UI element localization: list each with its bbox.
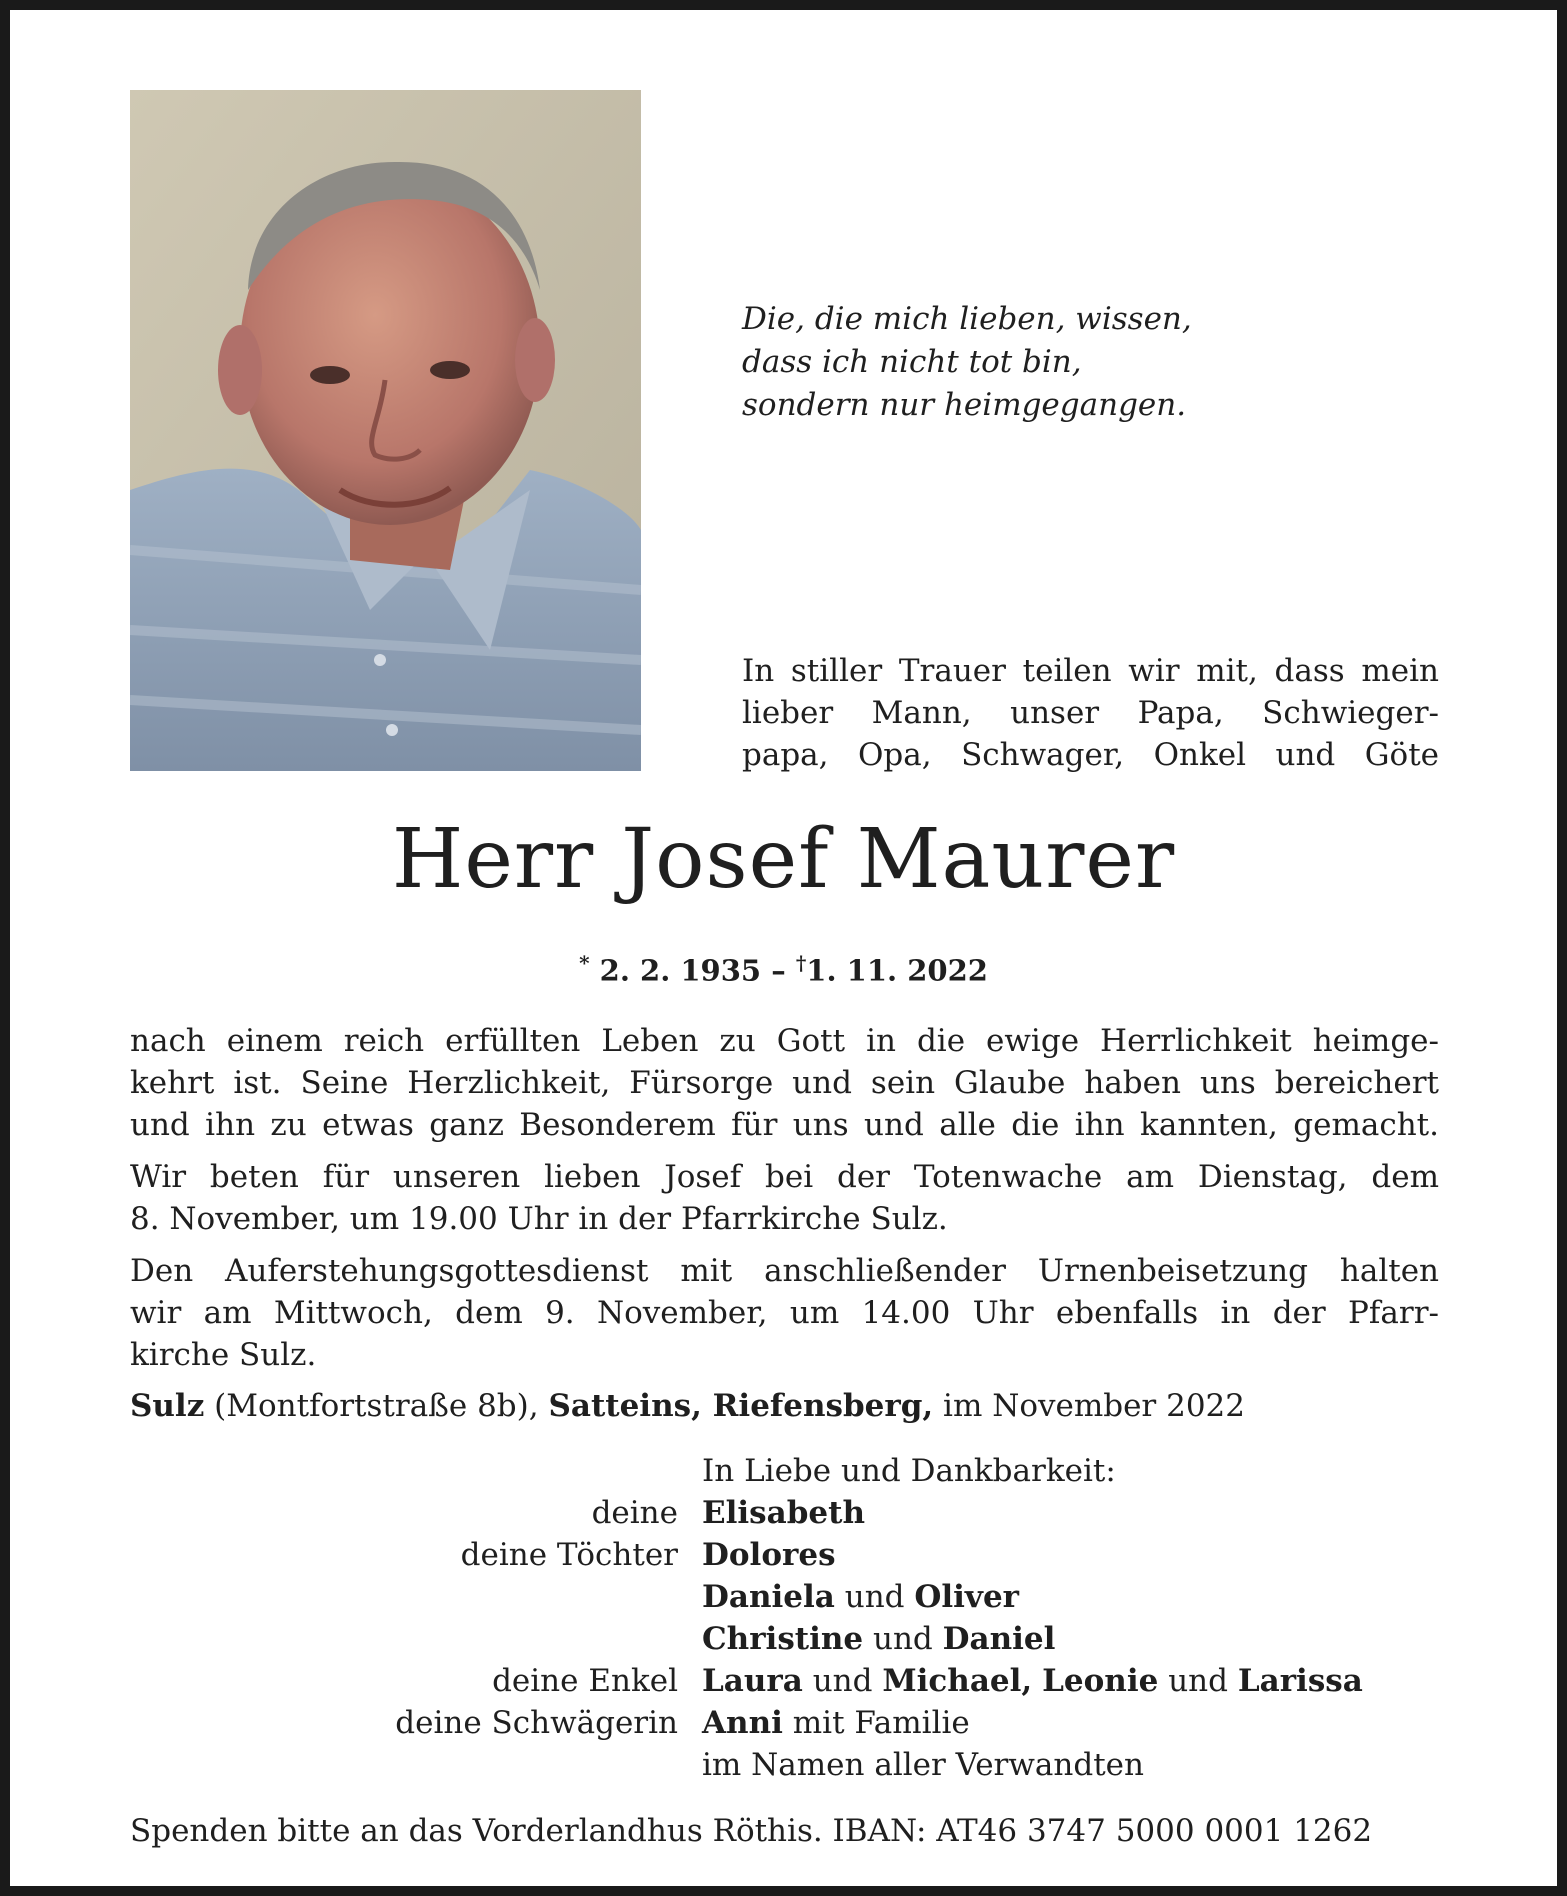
mourner-name: Anni [702,1705,783,1741]
death-date: 1. 11. 2022 [806,953,988,988]
mourner-name: Larissa [1237,1663,1363,1699]
mourner-row-relatives [130,1744,1439,1786]
obituary-page [10,10,1557,1886]
mourners-list [130,1450,1439,1786]
intro-line: In stiller Trauer teilen wir mit, dass mein [742,653,1439,689]
mourner-suffix: mit Familie [792,1705,970,1741]
mourner-name: Daniel [942,1621,1056,1657]
mourner-name: Michael, [882,1663,1033,1699]
date-dash: – [771,953,786,988]
mourner-name: Daniela [702,1579,835,1615]
body-line: Den Auferstehungsgottesdienst mit anschließender Urnenbeisetzung halten [130,1253,1439,1289]
mourner-name: Laura [702,1663,803,1699]
mourner-name: Leonie [1042,1663,1159,1699]
quote-line: Die, die mich lieben, wissen, [742,301,1192,337]
deceased-name: Herr Josef Maurer [391,812,1176,907]
conjunction: und [812,1663,873,1699]
birth-symbol: * [579,951,590,975]
death-symbol: † [795,951,807,975]
quote [742,298,1192,427]
portrait-photo [130,90,641,771]
towns: Satteins, Riefensberg, [548,1388,934,1424]
relatives-text: im Namen aller Verwandten [702,1747,1144,1783]
paragraph-announcement [130,1020,1439,1146]
life-dates [10,943,1557,991]
mourner-row-daughters [130,1534,1439,1576]
conjunction: und [873,1621,933,1657]
address: (Montfortstraße 8b), [214,1388,539,1424]
donation-note: Spenden bitte an das Vorderlandhus Röthis. IBAN: AT46 3747 5000 0001 1262 [130,1813,1373,1849]
month-year: im November 2022 [943,1388,1245,1424]
relation-label: deine Enkel [492,1663,678,1699]
body-line: nach einem reich erfüllten Leben zu Gott in die ewige Herrlichkeit heimge- [130,1023,1439,1059]
relation-label: deine [591,1495,678,1531]
body-line: wir am Mittwoch, dem 9. November, um 14.00 Uhr ebenfalls in der Pfarr- [130,1295,1439,1331]
quote-line: sondern nur heimgegangen. [742,387,1187,423]
mourners-heading-row [130,1450,1439,1492]
obituary-body [130,1020,1439,1386]
relation-label: deine Töchter [460,1537,678,1573]
mourner-name: Dolores [702,1537,836,1573]
paragraph-wake [130,1156,1439,1240]
intro-text [742,650,1439,776]
mourner-row [130,1618,1439,1660]
intro-line: papa, Opa, Schwager, Onkel und Göte [742,737,1439,773]
mourner-name: Elisabeth [702,1495,865,1531]
body-line: und ihn zu etwas ganz Besonderem für uns und alle die ihn kannten, gemacht. [130,1107,1439,1143]
paragraph-funeral [130,1250,1439,1376]
mourners-heading: In Liebe und Dankbarkeit: [702,1453,1116,1489]
body-line: kehrt ist. Seine Herzlichkeit, Fürsorge und sein Glaube haben uns bereichert [130,1065,1439,1101]
body-line: 8. November, um 19.00 Uhr in der Pfarrkirche Sulz. [130,1201,948,1237]
mourner-name: Christine [702,1621,864,1657]
birth-date: 2. 2. 1935 [599,953,762,988]
mourner-name: Oliver [914,1579,1019,1615]
body-line: Wir beten für unseren lieben Josef bei der Totenwache am Dienstag, dem [130,1159,1439,1195]
relation-label: deine Schwägerin [395,1705,678,1741]
town-sulz: Sulz [130,1388,205,1424]
conjunction: und [844,1579,905,1615]
place-and-date [130,1385,1245,1427]
mourner-row-wife [130,1492,1439,1534]
body-line: kirche Sulz. [130,1337,317,1373]
intro-line: lieber Mann, unser Papa, Schwieger- [742,695,1439,731]
mourner-row-grandchildren [130,1660,1439,1702]
mourner-row-sisterinlaw [130,1702,1439,1744]
mourner-row [130,1576,1439,1618]
quote-line: dass ich nicht tot bin, [742,344,1082,380]
conjunction: und [1168,1663,1228,1699]
